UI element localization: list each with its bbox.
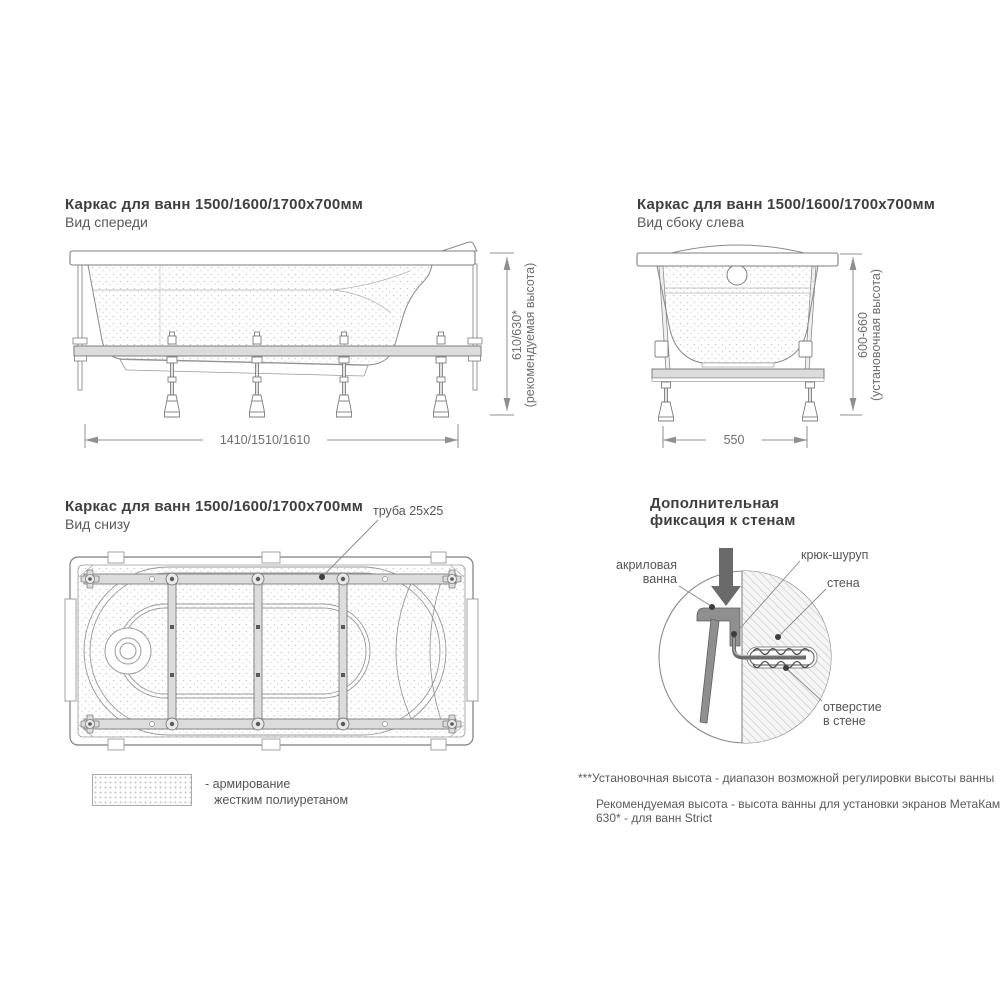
bottom-view-subtitle: Вид снизу [65,516,131,532]
side-view-subtitle: Вид сбоку слева [637,214,745,230]
front-view-subtitle: Вид спереди [65,214,148,230]
footnote-install-height: ***Установочная высота - диапазон возможной регулировки высоты ванны [578,771,995,785]
front-height-dimension [511,263,537,408]
fixation-detail-drawing [659,548,834,747]
front-height-note: (рекомендуемая высота) [523,262,537,408]
fixation-title-line1: Дополнительная [650,495,780,512]
label-wall-hole: отверстие в стене [823,700,882,728]
legend-swatch-polyurethane [92,774,192,806]
footnote-recommended-height: Рекомендуемая высота - высота ванны для установки экранов МетаКам 630* - для ванн Strict [596,797,1000,825]
bottom-view-title: Каркас для ванн 1500/1600/1700х700мм [65,498,364,515]
tube-size-callout: труба 25х25 [373,504,444,518]
fixation-title-line2: фиксация к стенам [650,512,796,529]
front-view-title: Каркас для ванн 1500/1600/1700х700мм [65,196,364,213]
bottom-view-drawing [65,520,478,750]
fixation-title [650,495,796,529]
front-width-dimension: 1410/1510/1610 [219,433,311,447]
side-height-dimension [857,269,883,401]
side-height-value: 600-660 [856,312,870,358]
side-view-drawing [637,245,862,448]
side-view-title: Каркас для ванн 1500/1600/1700х700мм [637,196,936,213]
label-acrylic-bath: акриловая ванна [616,558,677,586]
label-wall: стена [827,576,860,590]
side-height-note: (установочная высота) [869,268,883,402]
front-view-drawing [70,242,514,448]
front-height-value: 610/630* [510,309,524,361]
side-width-dimension: 550 [723,433,745,447]
legend-text: - армирование жестким полиуретаном [205,777,349,807]
label-hook-screw: крюк-шуруп [801,548,869,562]
